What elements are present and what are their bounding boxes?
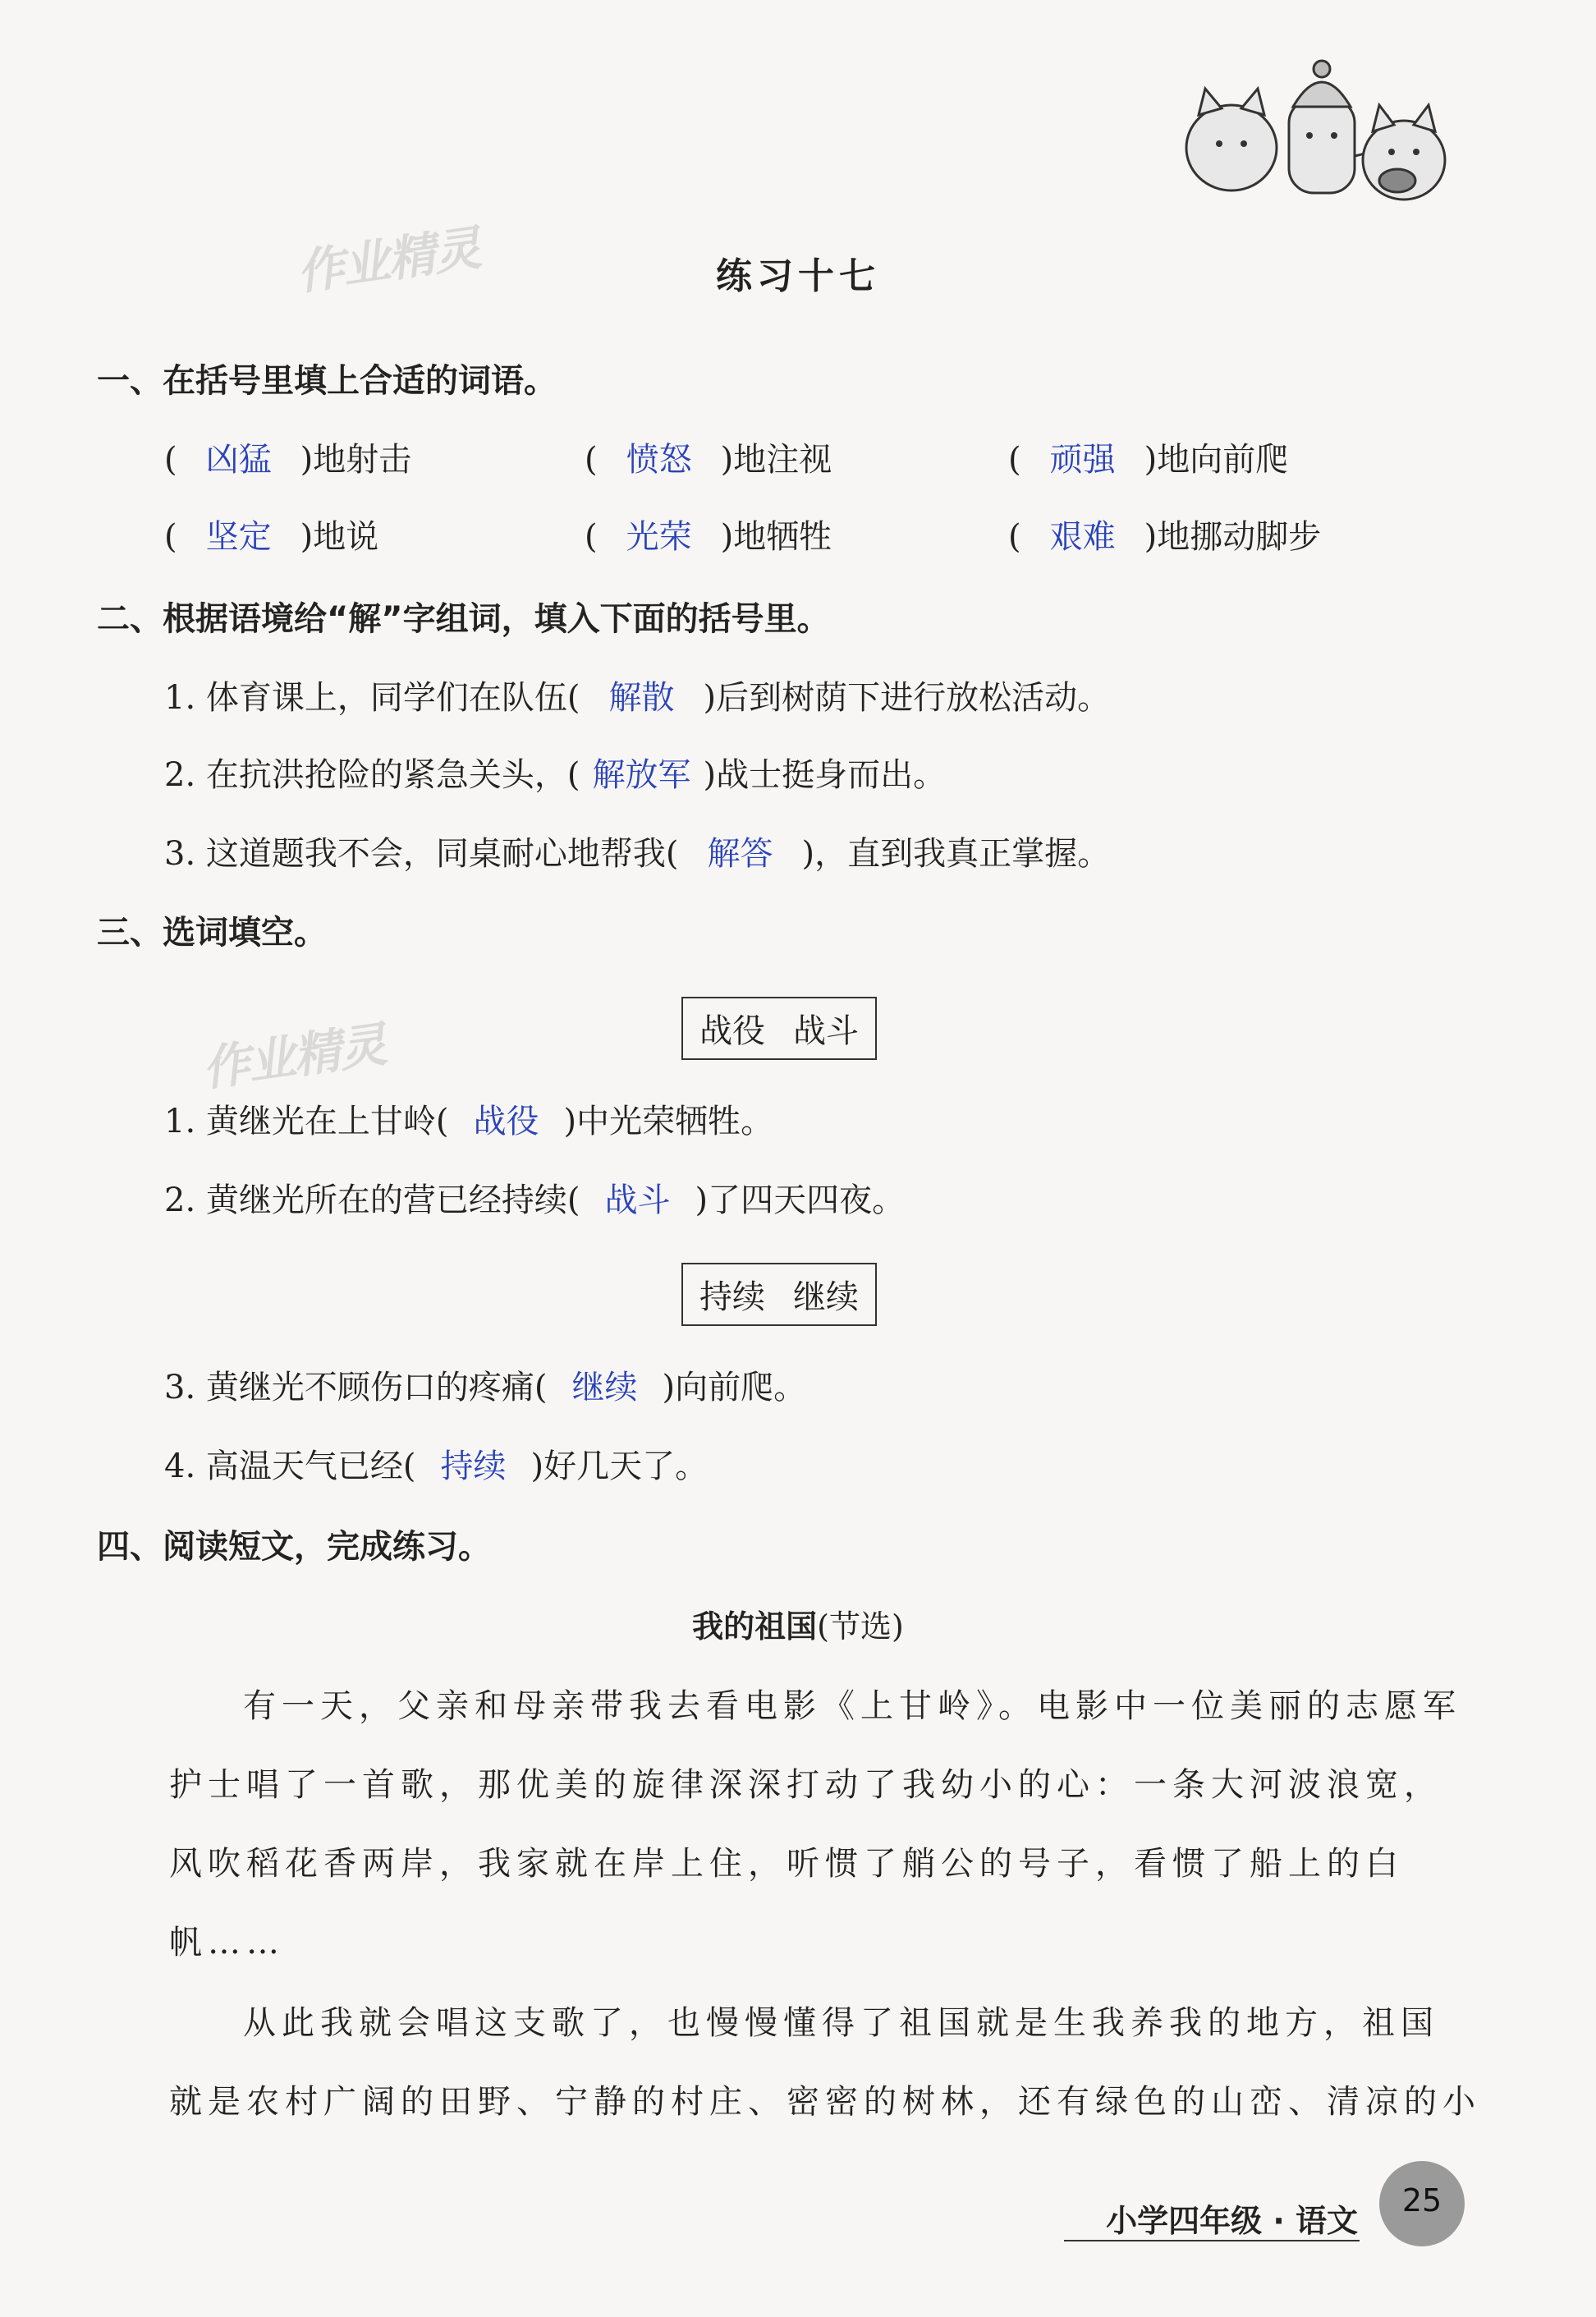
passage-title: 我的祖国(节选) xyxy=(692,1608,904,1645)
fill-item: ( 愤怒 )地注视 xyxy=(585,434,832,480)
answer: 解散 xyxy=(608,679,675,717)
fill-item: ( 光荣 )地牺牲 xyxy=(585,511,832,557)
section4-heading: 四、阅读短文，完成练习。 xyxy=(97,1528,491,1566)
section3-heading: 三、选词填空。 xyxy=(97,914,327,952)
answer: 解答 xyxy=(707,835,773,873)
fill-item: ( 艰难 )地挪动脚步 xyxy=(1008,511,1321,557)
answer: 战斗 xyxy=(604,1181,671,1219)
watermark: 作业精灵 xyxy=(199,1016,389,1098)
fill-item: ( 凶猛 )地射击 xyxy=(164,434,411,480)
answer: 顽强 xyxy=(1049,441,1116,479)
answer: 继续 xyxy=(571,1369,638,1406)
footer-grade-subject: 小学四年级 · 语文 xyxy=(1106,2203,1358,2239)
answer: 解放军 xyxy=(592,756,691,794)
fill-item: 2. 在抗洪抢险的紧急关头，( 解放军 )战士挺身而出。 xyxy=(164,749,946,796)
fill-item: ( 顽强 )地向前爬 xyxy=(1008,434,1288,480)
section1-heading: 一、在括号里填上合适的词语。 xyxy=(97,362,557,400)
answer: 愤怒 xyxy=(626,441,692,479)
page-number: 25 xyxy=(1401,2182,1442,2218)
answer: 坚定 xyxy=(205,518,272,556)
answer: 光荣 xyxy=(626,518,692,556)
word-choice-box: 战役 战斗 xyxy=(681,997,877,1060)
section2-heading: 二、根据语境给“解”字组词，填入下面的括号里。 xyxy=(97,600,830,638)
passage-line: 就是农村广阔的田野、宁静的村庄、密密的树林，还有绿色的山峦、清凉的小 xyxy=(169,2083,1481,2121)
cats-illustration xyxy=(1182,57,1461,205)
passage-line: 帆…… xyxy=(169,1924,285,1961)
footer-rule xyxy=(1064,2240,1360,2241)
fill-item: 4. 高温天气已经( 持续 )好几天了。 xyxy=(164,1440,708,1487)
fill-item: 1. 体育课上，同学们在队伍( 解散 )后到树荫下进行放松活动。 xyxy=(164,672,1110,718)
answer: 战役 xyxy=(473,1103,539,1140)
passage-line: 从此我就会唱这支歌了，也慢慢懂得了祖国就是生我养我的地方，祖国 xyxy=(243,2004,1439,2042)
fill-item: 2. 黄继光所在的营已经持续( 战斗 )了四天四夜。 xyxy=(164,1174,905,1221)
fill-item: 3. 黄继光不顾伤口的疼痛( 继续 )向前爬。 xyxy=(164,1361,806,1408)
watermark: 作业精灵 xyxy=(293,219,484,301)
fill-item: 1. 黄继光在上甘岭( 战役 )中光荣牺牲。 xyxy=(164,1095,773,1142)
page-title: 练习十七 xyxy=(716,255,880,297)
fill-item: 3. 这道题我不会，同桌耐心地帮我( 解答 )，直到我真正掌握。 xyxy=(164,828,1110,874)
passage-line: 风吹稻花香两岸，我家就在岸上住，听惯了艄公的号子，看惯了船上的白 xyxy=(169,1845,1404,1883)
answer: 艰难 xyxy=(1049,518,1116,556)
passage-line: 护士唱了一首歌，那优美的旋律深深打动了我幼小的心：一条大河波浪宽， xyxy=(169,1766,1442,1804)
passage-line: 有一天，父亲和母亲带我去看电影《上甘岭》。电影中一位美丽的志愿军 xyxy=(243,1687,1461,1725)
word-choice-box: 持续 继续 xyxy=(681,1263,877,1326)
answer: 持续 xyxy=(440,1448,507,1485)
fill-item: ( 坚定 )地说 xyxy=(164,511,378,557)
answer: 凶猛 xyxy=(205,441,272,479)
